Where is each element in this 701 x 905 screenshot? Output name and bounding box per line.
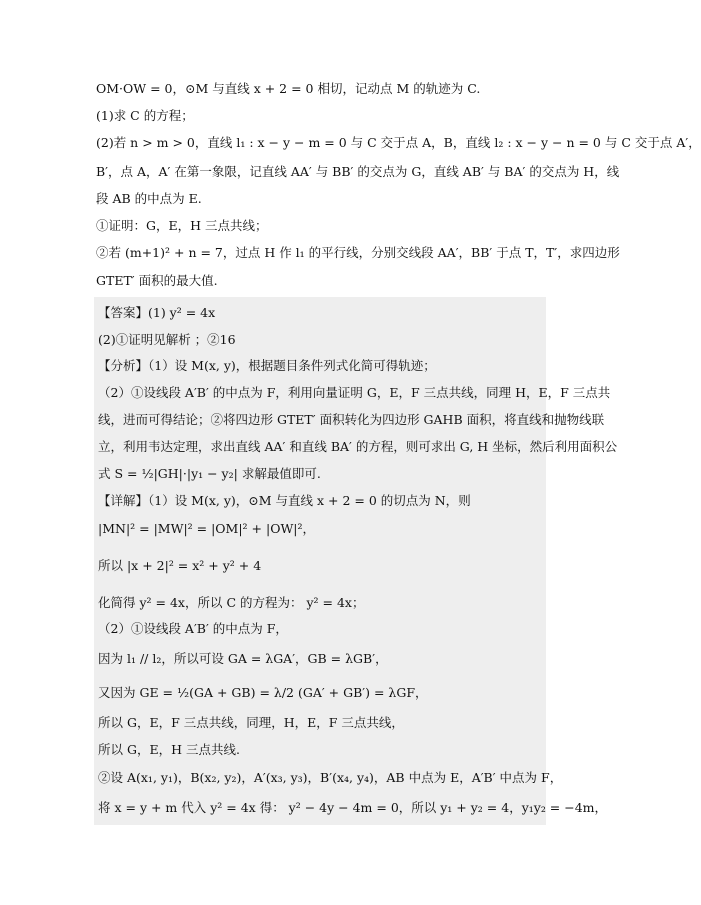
- analysis-line-5: 式 S = ½|GH|·|y₁ − y₂| 求解最值即可.: [98, 466, 321, 481]
- analysis-line-2: （2）①设线段 A′B′ 的中点为 F，利用向量证明 G，E，F 三点共线，同理 H，E，F 三点共: [98, 385, 611, 400]
- analysis-line-3: 线，进而可得结论；②将四边形 GTET′ 面积转化为四边形 GAHB 面积，将直线和抛物线联: [98, 412, 605, 427]
- detail-line-4: 化简得 y² = 4x，所以 C 的方程为： y² = 4x；: [98, 595, 365, 610]
- question-sub-2-line-2: GTET′ 面积的最大值.: [96, 273, 218, 288]
- detail-line-6: 因为 l₁ // l₂，所以可设 GA = λGA′，GB = λGB′，: [98, 651, 388, 666]
- question-part-2-line-3: 段 AB 的中点为 E.: [96, 191, 202, 206]
- detail-line-3: 所以 |x + 2|² = x² + y² + 4: [98, 558, 262, 573]
- question-line-1: OM·OW = 0，⊙M 与直线 x + 2 = 0 相切，记动点 M 的轨迹为 C.: [96, 81, 481, 96]
- detail-line-1: 【详解】（1）设 M(x, y)，⊙M 与直线 x + 2 = 0 的切点为 N，则: [98, 493, 471, 508]
- detail-line-2: |MN|² = |MW|² = |OM|² + |OW|²，: [98, 521, 316, 536]
- question-part-2-line-1: (2)若 n > m > 0，直线 l₁ : x − y − m = 0 与 C 交于点 A，B，直线 l₂ : x − y − n = 0 与 C 交于点 A′，: [96, 135, 701, 150]
- detail-line-5: （2）①设线段 A′B′ 的中点为 F，: [98, 621, 288, 636]
- analysis-line-1: 【分析】（1）设 M(x, y)，根据题目条件列式化简可得轨迹；: [98, 358, 436, 373]
- analysis-line-4: 立，利用韦达定理，求出直线 AA′ 和直线 BA′ 的方程，则可求出 G, H 坐标，然后利用面积公: [98, 439, 618, 454]
- question-sub-2-line-1: ②若 (m+1)² + n = 7，过点 H 作 l₁ 的平行线，分别交线段 AA′，BB′ 于点 T，T′，求四边形: [96, 245, 620, 260]
- question-part-2-line-2: B′，点 A，A′ 在第一象限，记直线 AA′ 与 BB′ 的交点为 G，直线 AB′ 与 BA′ 的交点为 H，线: [96, 164, 620, 179]
- answer-line-2: (2)①证明见解析 ；②16: [98, 332, 236, 347]
- detail-line-9: 所以 G，E，H 三点共线.: [98, 742, 240, 757]
- question-sub-1: ①证明：G，E，H 三点共线；: [96, 218, 268, 233]
- detail-line-7: 又因为 GE = ½(GA + GB) = λ/2 (GA′ + GB′) = λGF，: [98, 685, 428, 700]
- answer-line: 【答案】(1) y² = 4x: [98, 305, 216, 320]
- question-part-1: (1)求 C 的方程；: [96, 108, 194, 123]
- detail-line-8: 所以 G，E，F 三点共线，同理，H，E，F 三点共线，: [98, 715, 404, 730]
- detail-line-10: ②设 A(x₁, y₁)，B(x₂, y₂)，A′(x₃, y₃)，B′(x₄, y₄)，AB 中点为 E，A′B′ 中点为 F，: [98, 770, 563, 785]
- detail-line-11: 将 x = y + m 代入 y² = 4x 得： y² − 4y − 4m = 0，所以 y₁ + y₂ = 4，y₁y₂ = −4m，: [98, 800, 608, 815]
